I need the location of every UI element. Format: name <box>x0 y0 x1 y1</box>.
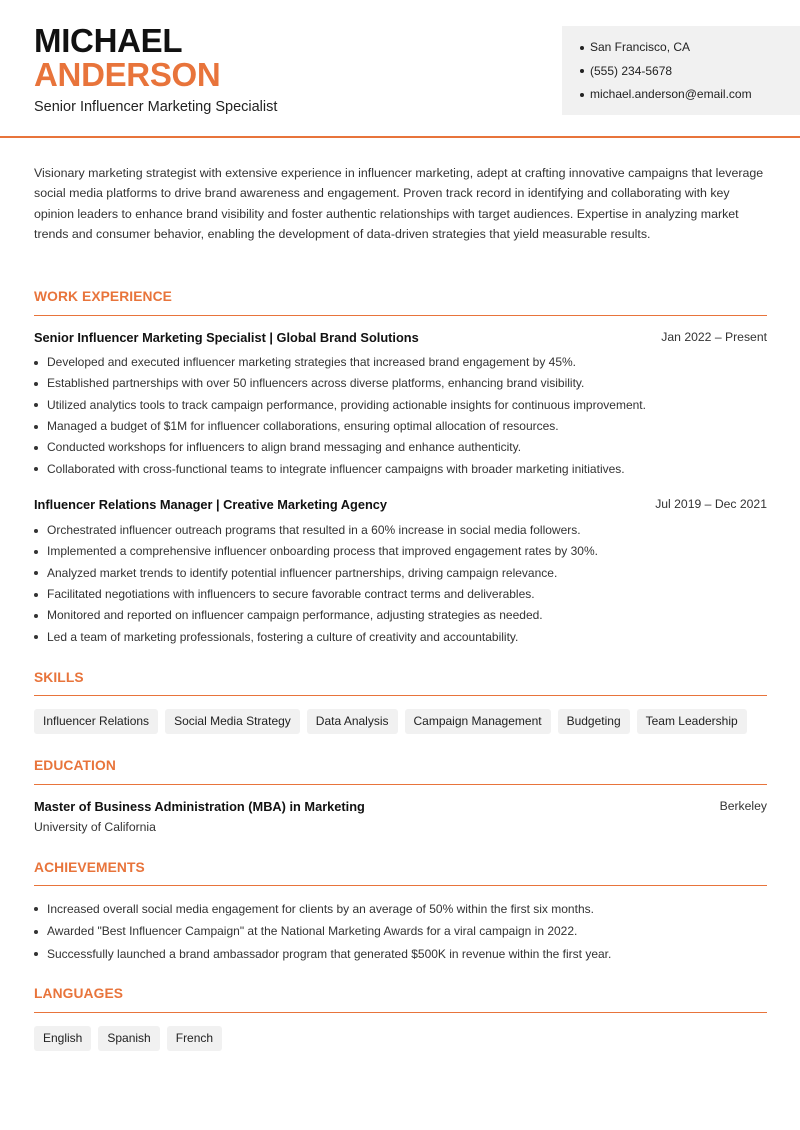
list-item-text: Conducted workshops for influencers to align brand messaging and enhance authenticity. <box>47 440 522 455</box>
job-title: Influencer Relations Manager | Creative Marketing Agency <box>34 497 387 512</box>
education-degree: Master of Business Administration (MBA) in Marketing <box>34 799 365 814</box>
bullet-icon <box>34 403 38 407</box>
list-item-text: Orchestrated influencer outreach programs that resulted in a 60% increase in social media followers. <box>47 523 581 538</box>
list-item-text: Developed and executed influencer marketing strategies that increased brand engagement by 45%. <box>47 355 577 370</box>
contact-location <box>580 36 752 60</box>
first-name: MICHAEL <box>34 22 183 59</box>
list-item-text: Utilized analytics tools to track campaign performance, providing actionable insights for continuous improvement. <box>47 397 646 412</box>
list-item <box>34 898 769 921</box>
education-location: Berkeley <box>719 799 767 813</box>
contact-list <box>580 36 752 107</box>
list-item-text: Successfully launched a brand ambassador program that generated $500K in revenue within the first year. <box>47 946 612 961</box>
job-date: Jul 2019 – Dec 2021 <box>655 497 767 511</box>
achievements-list <box>34 898 769 966</box>
section-title-skills: SKILLS <box>34 670 84 685</box>
skill-chip: Data Analysis <box>307 709 398 734</box>
list-item-text: Established partnerships with over 50 influencers across diverse platforms, enhancing brand visibility. <box>47 376 585 391</box>
last-name: ANDERSON <box>34 56 221 93</box>
list-item <box>34 943 769 966</box>
list-item <box>34 520 769 541</box>
contact-phone-text: (555) 234-5678 <box>590 63 673 78</box>
resume-header <box>0 0 800 137</box>
list-item <box>34 584 769 605</box>
skill-chip: Budgeting <box>558 709 630 734</box>
skill-chip: Campaign Management <box>405 709 551 734</box>
list-item-text: Monitored and reported on influencer campaign performance, adjusting strategies as needed. <box>47 608 543 623</box>
contact-location-text: San Francisco, CA <box>590 40 691 55</box>
skill-chip: Social Media Strategy <box>165 709 300 734</box>
bullet-icon <box>580 93 584 97</box>
contact-email-text: michael.anderson@email.com <box>590 87 752 102</box>
section-divider <box>34 1012 767 1013</box>
language-chip: English <box>34 1026 91 1051</box>
list-item-text: Increased overall social media engagement for clients by an average of 50% within the first six months. <box>47 901 594 916</box>
list-item <box>34 541 769 562</box>
skill-chip: Team Leadership <box>637 709 747 734</box>
section-divider <box>34 695 767 696</box>
list-item <box>34 437 769 458</box>
section-divider <box>34 784 767 785</box>
bullet-icon <box>34 635 38 639</box>
skill-chip: Influencer Relations <box>34 709 158 734</box>
list-item <box>34 416 769 437</box>
bullet-icon <box>34 571 38 575</box>
bullet-icon <box>34 446 38 450</box>
list-item <box>34 605 769 626</box>
job-bullets <box>34 352 769 480</box>
bullet-icon <box>34 467 38 471</box>
list-item <box>34 626 769 647</box>
languages-chips <box>34 1026 222 1051</box>
summary-paragraph: Visionary marketing strategist with extensive experience in influencer marketing, adept at crafting innovative campaigns that leverage social media platforms to drive brand awareness and engagement. Proven track record in identifying and collaborating with key opinion leaders to enhance brand visibility and foster authentic relationships with target audiences. Expertise in analyzing market trends and consumer behavior, enabling the development of data-driven strategies that yield measurable results. <box>34 166 764 242</box>
language-chip: French <box>167 1026 222 1051</box>
contact-email <box>580 83 752 107</box>
bullet-icon <box>34 593 38 597</box>
bullet-icon <box>34 550 38 554</box>
list-item-text: Implemented a comprehensive influencer onboarding process that improved engagement rates by 30%. <box>47 544 598 559</box>
job-title: Senior Influencer Marketing Specialist | Global Brand Solutions <box>34 330 419 345</box>
bullet-icon <box>34 952 38 956</box>
list-item-text: Awarded "Best Influencer Campaign" at the National Marketing Awards for a viral campaign in 2022. <box>47 924 578 939</box>
education-school: University of California <box>34 820 156 834</box>
section-title-achievements: ACHIEVEMENTS <box>34 860 145 875</box>
job-bullets <box>34 520 769 648</box>
contact-box <box>562 26 800 115</box>
bullet-icon <box>34 361 38 365</box>
section-title-languages: LANGUAGES <box>34 986 124 1001</box>
list-item <box>34 458 769 479</box>
section-divider <box>34 885 767 886</box>
bullet-icon <box>580 69 584 73</box>
section-title-work-experience: WORK EXPERIENCE <box>34 289 172 304</box>
language-chip: Spanish <box>98 1026 159 1051</box>
list-item <box>34 563 769 584</box>
bullet-icon <box>580 46 584 50</box>
bullet-icon <box>34 614 38 618</box>
list-item-text: Analyzed market trends to identify potential influencer partnerships, driving campaign relevance. <box>47 565 558 580</box>
job-role: Senior Influencer Marketing Specialist <box>34 99 278 115</box>
section-divider <box>34 315 767 316</box>
job-date: Jan 2022 – Present <box>661 330 767 344</box>
bullet-icon <box>34 907 38 911</box>
contact-phone <box>580 60 752 84</box>
bullet-icon <box>34 930 38 934</box>
header-divider <box>0 136 800 138</box>
list-item-text: Managed a budget of $1M for influencer collaborations, ensuring optimal allocation of resources. <box>47 419 559 434</box>
bullet-icon <box>34 425 38 429</box>
list-item <box>34 921 769 944</box>
list-item <box>34 352 769 373</box>
list-item-text: Collaborated with cross-functional teams to integrate influencer campaigns with broader marketing initiatives. <box>47 461 625 476</box>
bullet-icon <box>34 529 38 533</box>
bullet-icon <box>34 382 38 386</box>
list-item-text: Facilitated negotiations with influencers to secure favorable contract terms and deliverables. <box>47 587 535 602</box>
skills-chips <box>34 709 747 734</box>
section-title-education: EDUCATION <box>34 758 116 773</box>
list-item-text: Led a team of marketing professionals, fostering a culture of creativity and accountability. <box>47 629 519 644</box>
list-item <box>34 395 769 416</box>
list-item <box>34 373 769 394</box>
